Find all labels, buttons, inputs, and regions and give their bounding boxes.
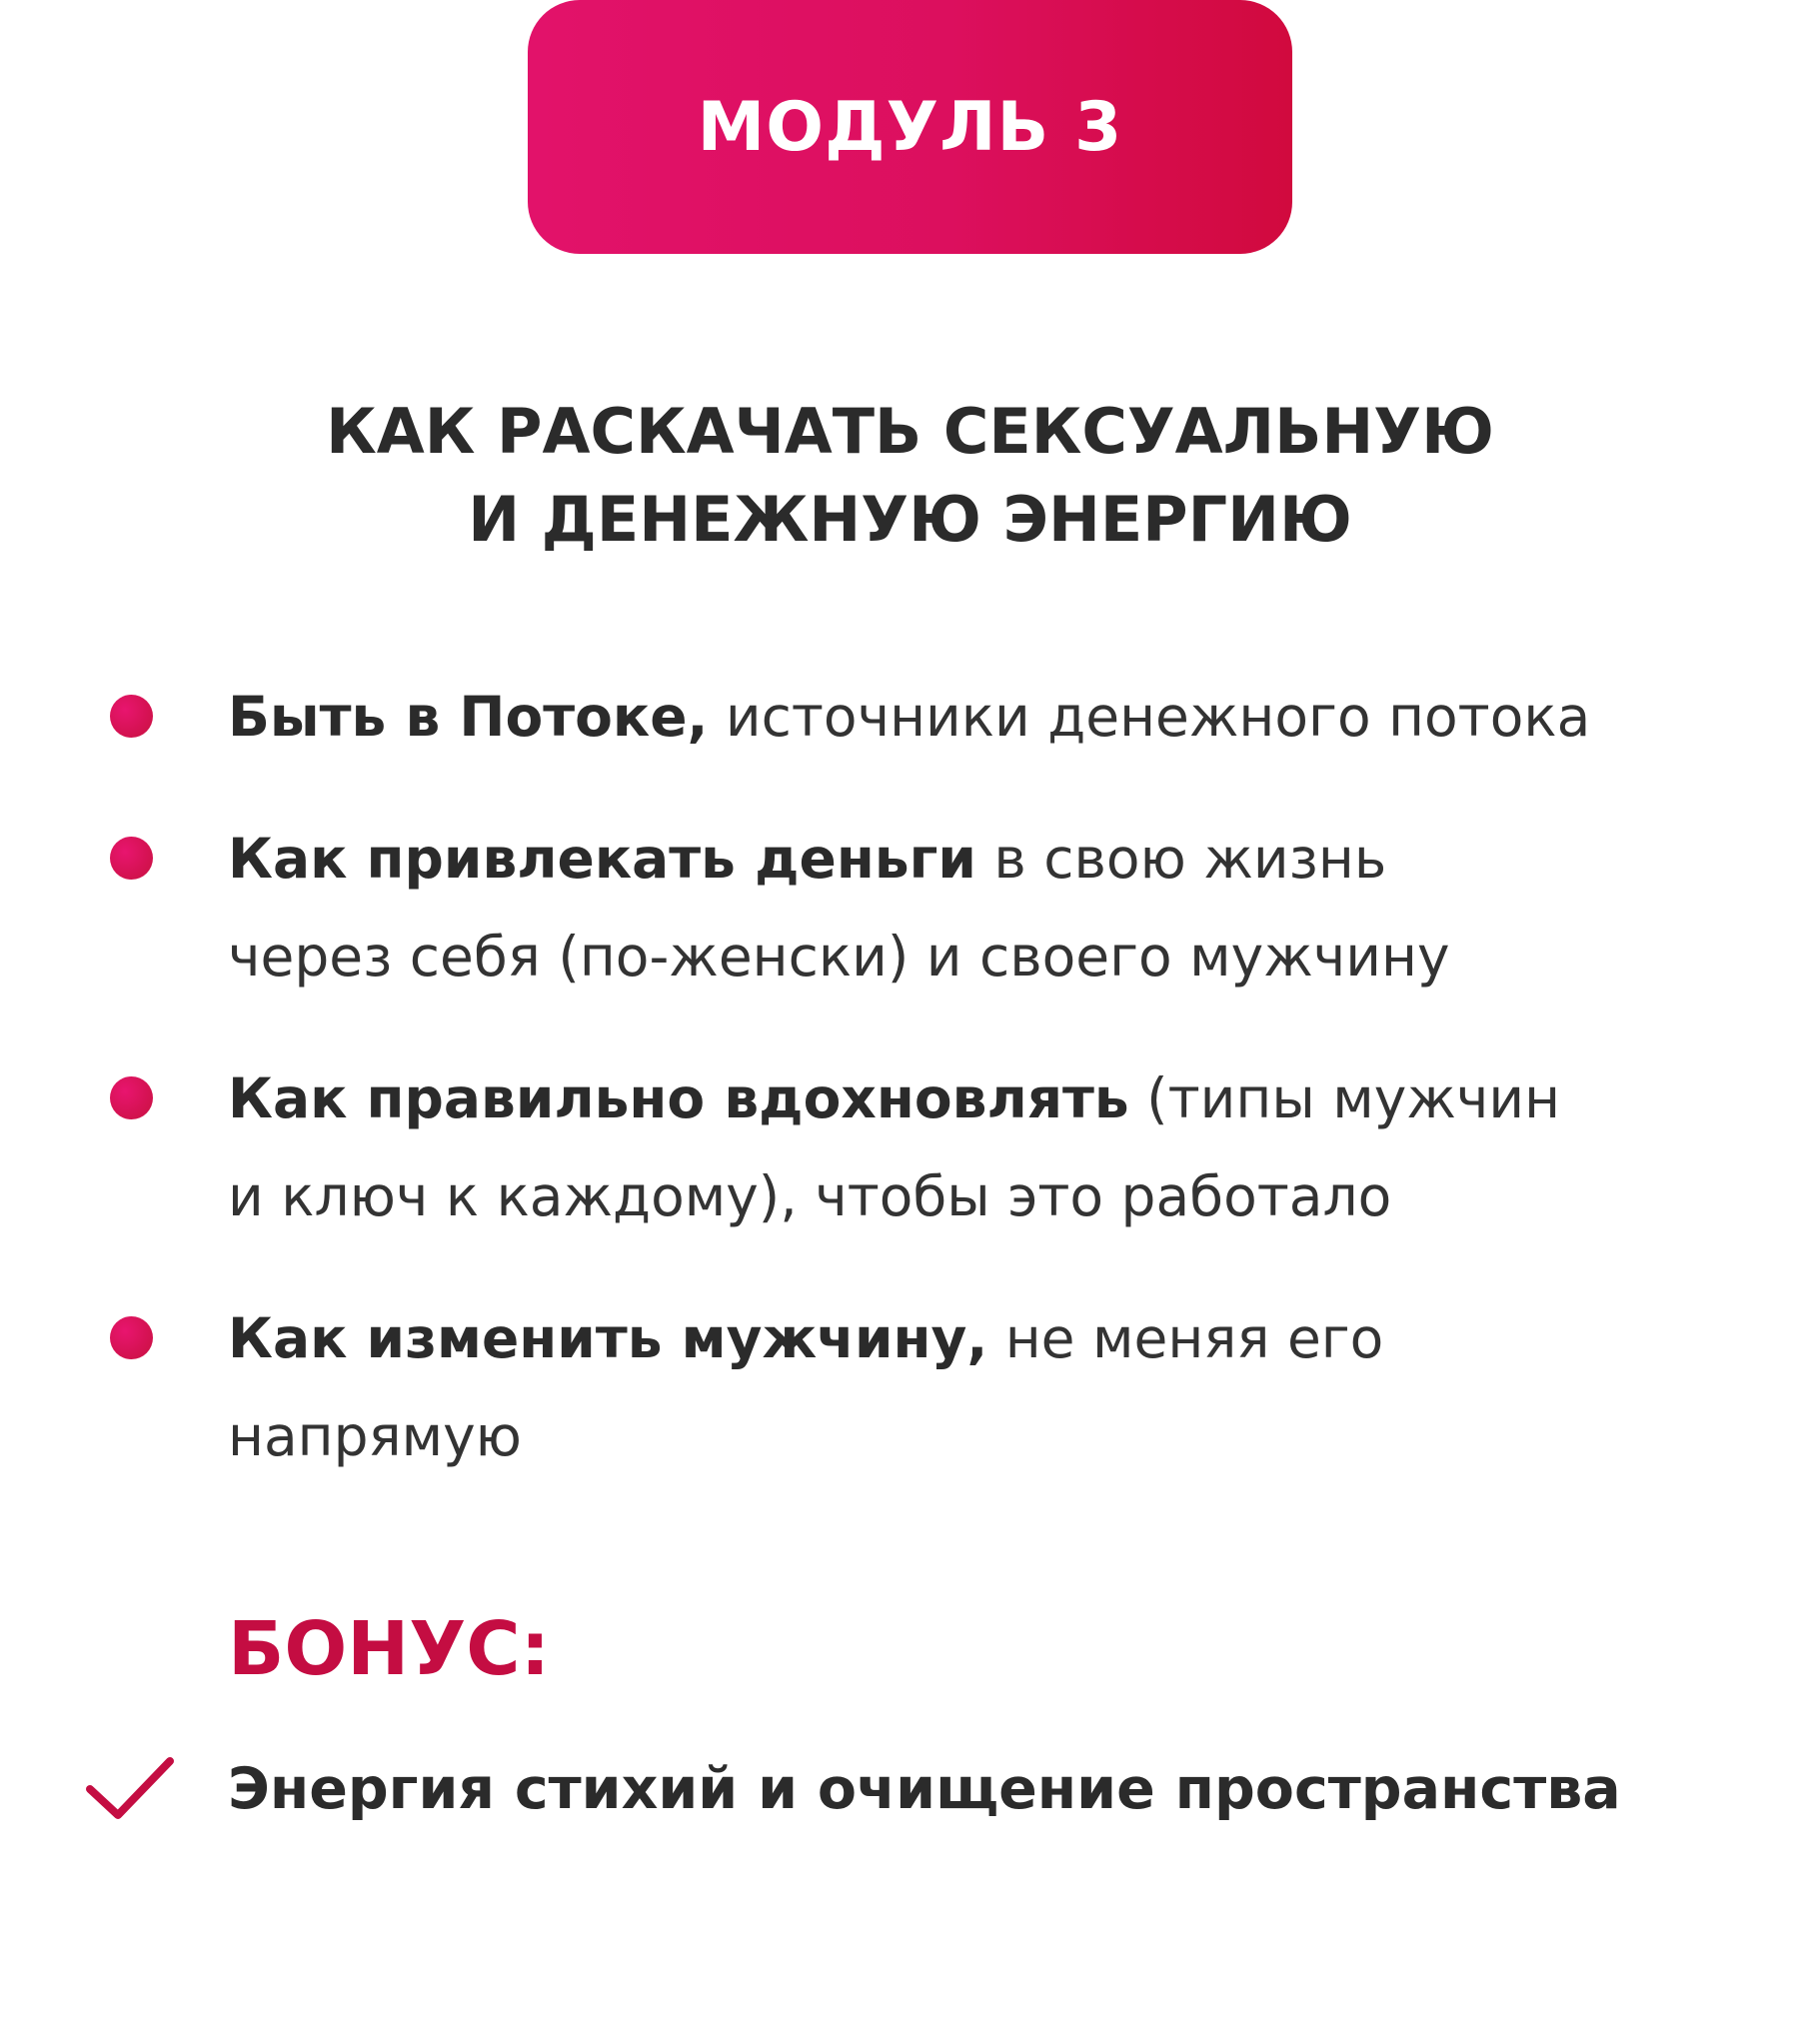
list-item <box>0 1049 1820 1245</box>
list-item-line-2: напрямую <box>228 1404 522 1468</box>
list-item-line-1 <box>228 668 1760 766</box>
list-item-text: (типы мужчин <box>1128 1066 1561 1130</box>
list-item-strong: Как привлекать деньги <box>228 827 976 891</box>
bullet-dot-icon <box>110 1076 153 1119</box>
page-title-line-2: И ДЕНЕЖНУЮ ЭНЕРГИЮ <box>468 483 1352 556</box>
bonus-item-label: Энергия стихий и очищение пространства <box>228 1756 1621 1822</box>
list-item-line-2: через себя (по-женски) и своего мужчину <box>228 925 1450 989</box>
list-item-line-2: и ключ к каждому), чтобы это работало <box>228 1164 1392 1228</box>
list-item-line-1 <box>228 1049 1760 1147</box>
list-item-text: источники денежного потока <box>708 685 1591 749</box>
list-item-line-1 <box>228 1289 1760 1387</box>
list-item-strong: Быть в Потоке, <box>228 685 709 749</box>
page-title-line-1: КАК РАСКАЧАТЬ СЕКСУАЛЬНУЮ <box>326 395 1494 468</box>
list-item-text: не меняя его <box>987 1306 1384 1370</box>
module-badge <box>528 0 1292 254</box>
module-badge-label: МОДУЛЬ 3 <box>697 87 1123 167</box>
list-item-line-1 <box>228 810 1760 908</box>
list-item <box>0 668 1820 766</box>
list-item-strong: Как изменить мужчину, <box>228 1306 988 1370</box>
bullet-list <box>0 668 1820 1529</box>
bonus-item <box>0 1739 1820 1839</box>
bonus-title: БОНУС: <box>228 1606 551 1692</box>
list-item <box>0 1289 1820 1485</box>
check-icon <box>84 1753 176 1823</box>
list-item <box>0 810 1820 1006</box>
page-title <box>0 388 1820 564</box>
bullet-dot-icon <box>110 695 153 738</box>
list-item-strong: Как правильно вдохновлять <box>228 1066 1129 1130</box>
bullet-dot-icon <box>110 837 153 880</box>
list-item-text: в свою жизнь <box>975 827 1387 891</box>
bullet-dot-icon <box>110 1316 153 1359</box>
